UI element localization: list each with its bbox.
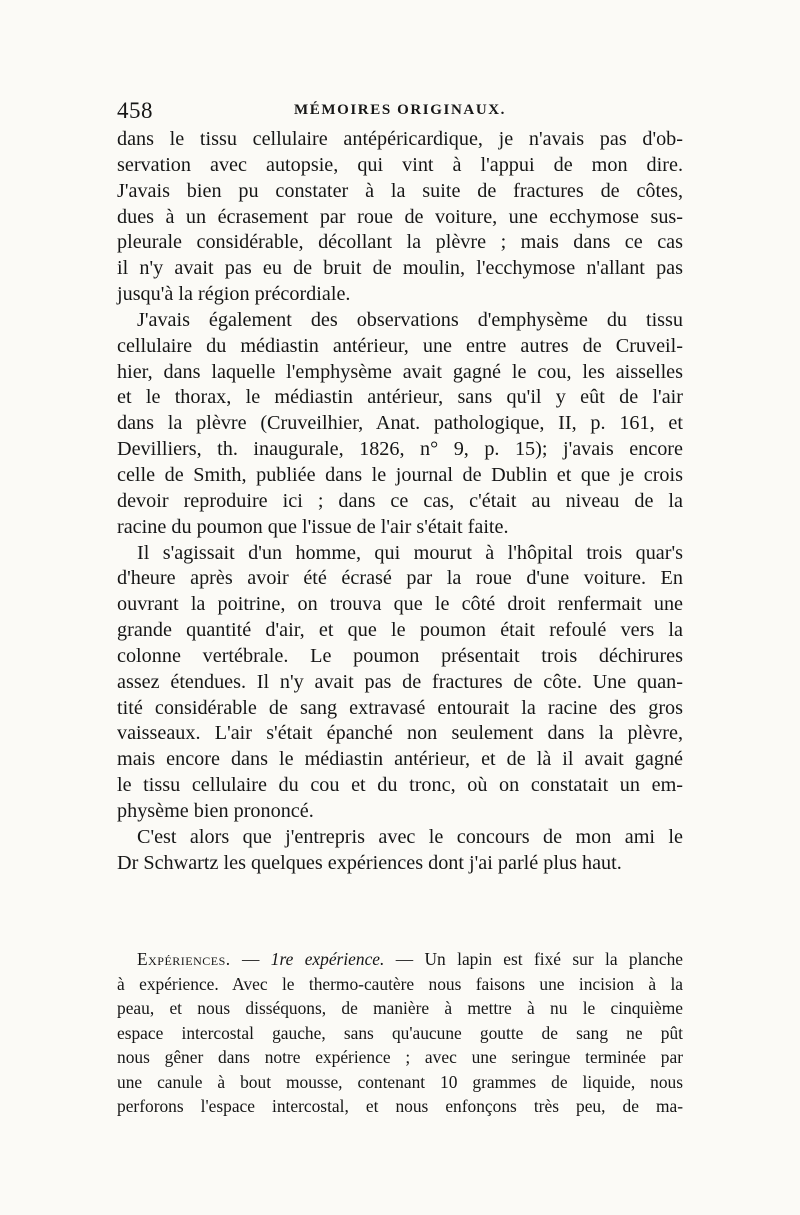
dash: — — [384, 949, 425, 969]
text-line: J'avais également des observations d'emphysème du tissu — [137, 308, 683, 331]
text-line: tité considérable de sang extravasé entourait la racine des gros — [117, 696, 683, 719]
text-line: colonne vertébrale. Le poumon présentait trois déchirures — [117, 644, 683, 667]
text-line: pleurale considérable, décollant la plèvre ; mais dans ce cas — [117, 231, 683, 254]
text-line: ouvrant la poitrine, on trouva que le côté droit renfermait une — [117, 593, 683, 616]
text-line: racine du poumon que l'issue de l'air s'était faite. — [117, 515, 509, 538]
paragraph-1 — [117, 127, 683, 308]
text-line: physème bien prononcé. — [117, 799, 314, 822]
page-header — [117, 98, 683, 126]
text-line: le tissu cellulaire du cou et du tronc, où on constatait un em- — [117, 774, 683, 797]
experiment-heading-line — [117, 947, 683, 972]
text-line: celle de Smith, publiée dans le journal de Dublin et que je crois — [117, 463, 683, 486]
text-line: hier, dans laquelle l'emphysème avait gagné le cou, les aisselles — [117, 360, 683, 383]
experiments-heading: Expériences. — [137, 949, 231, 969]
text-line: Il s'agissait d'un homme, qui mourut à l'hôpital trois quar's — [137, 541, 683, 564]
text-line: espace intercostal gauche, sans qu'aucune goutte de sang ne pût — [117, 1022, 683, 1043]
paragraph-2 — [117, 308, 683, 541]
text-line: J'avais bien pu constater à la suite de fractures de côtes, — [117, 179, 683, 202]
experiments-section — [117, 947, 683, 1119]
text-line: servation avec autopsie, qui vint à l'appui de mon dire. — [117, 153, 683, 176]
text-line: jusqu'à la région précordiale. — [117, 283, 351, 306]
text-line: une canule à bout mousse, contenant 10 grammes de liquide, nous — [117, 1071, 683, 1092]
text-line: grande quantité d'air, et que le poumon était refoulé vers la — [117, 619, 683, 642]
text-line: Devilliers, th. inaugurale, 1826, n° 9, p. 15); j'avais encore — [117, 438, 683, 461]
running-head: MÉMOIRES ORIGINAUX. — [293, 102, 507, 118]
text-line: cellulaire du médiastin antérieur, une entre autres de Cruveil- — [117, 334, 683, 357]
paragraph-4 — [117, 825, 683, 877]
experiment-text: Un lapin est fixé sur la planche — [424, 949, 683, 969]
text-line: perforons l'espace intercostal, et nous enfonçons très peu, de ma- — [117, 1096, 683, 1116]
text-line: assez étendues. Il n'y avait pas de fractures de côte. Une quan- — [117, 670, 683, 693]
text-line: d'heure après avoir été écrasé par la roue d'une voiture. En — [117, 567, 683, 590]
text-line: et le thorax, le médiastin antérieur, sans qu'il y eût de l'air — [117, 386, 683, 409]
text-line: devoir reproduire ici ; dans ce cas, c'était au niveau de la — [117, 489, 683, 512]
text-line: dans le tissu cellulaire antépéricardique, je n'avais pas d'ob- — [117, 128, 683, 150]
dash: — — [230, 949, 271, 969]
body-text — [117, 127, 683, 876]
text-line: dues à un écrasement par roue de voiture, une ecchymose sus- — [117, 205, 683, 228]
paragraph-3 — [117, 541, 683, 825]
text-line: peau, et nous disséquons, de manière à mettre à nu le cinquième — [117, 998, 683, 1018]
text-line: vaisseaux. L'air s'était épanché non seulement dans la plèvre, — [117, 722, 683, 745]
text-line: à expérience. Avec le thermo-cautère nous faisons une incision à la — [117, 973, 683, 994]
experiment-subheading: 1re expérience. — [270, 949, 385, 969]
text-line: C'est alors que j'entrepris avec le concours de mon ami le — [137, 825, 683, 848]
text-line: Dr Schwartz les quelques expériences dont j'ai parlé plus haut. — [117, 851, 622, 874]
text-line: il n'y avait pas eu de bruit de moulin, l'ecchymose n'allant pas — [117, 257, 683, 280]
text-line: dans la plèvre (Cruveilhier, Anat. pathologique, II, p. 161, et — [117, 412, 683, 435]
text-line: nous gêner dans notre expérience ; avec une seringue terminée par — [117, 1047, 683, 1067]
text-line: mais encore dans le médiastin antérieur, et de là il avait gagné — [117, 748, 683, 771]
page-number: 458 — [117, 98, 153, 123]
